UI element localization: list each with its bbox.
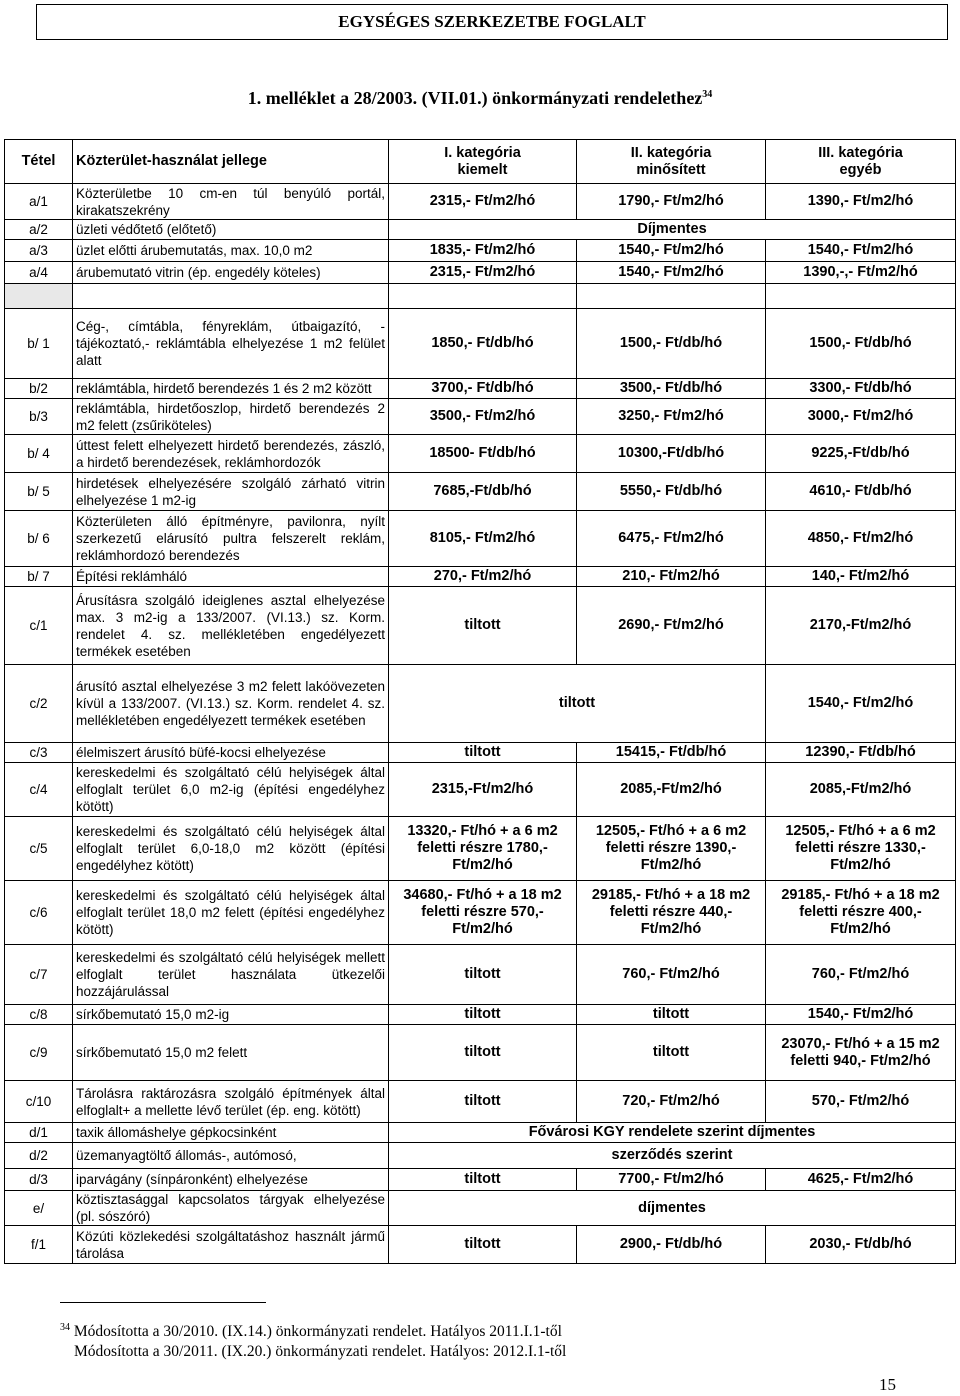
row-id: c/2: [5, 665, 73, 743]
row-description: Árusításra szolgáló ideiglenes asztal elhelyezése max. 3 m2-ig a 133/2007. (VI.13.) sz. Korm. rendelet 4. sz. mellékletében engedélyezett termékek esetében: [73, 587, 389, 665]
table-row: [5, 1025, 956, 1081]
footnote-divider: [60, 1302, 266, 1303]
table-row: [5, 1081, 956, 1123]
fee-cat1: tiltott: [389, 1025, 577, 1081]
row-id: e/: [5, 1191, 73, 1226]
row-id: c/3: [5, 743, 73, 763]
fee-merged: szerződés szerint: [389, 1143, 956, 1169]
fee-cat2: 1540,- Ft/m2/hó: [577, 262, 766, 284]
fee-cat3: 140,- Ft/m2/hó: [766, 567, 956, 587]
fee-cat3: 2030,- Ft/db/hó: [766, 1226, 956, 1264]
row-id: d/3: [5, 1169, 73, 1191]
fee-cat3: 4610,- Ft/db/hó: [766, 473, 956, 511]
row-id: a/1: [5, 184, 73, 220]
row-description: üzemanyagtöltő állomás-, autómosó,: [73, 1143, 389, 1169]
table-row: [5, 817, 956, 881]
spacer-cell: [577, 284, 766, 309]
fee-cat3: 23070,- Ft/hó + a 15 m2 feletti 940,- Ft/m2/hó: [766, 1025, 956, 1081]
fee-cat1: 13320,- Ft/hó + a 6 m2 feletti részre 1780,-Ft/m2/hó: [389, 817, 577, 881]
row-id: c/4: [5, 763, 73, 817]
fee-merged: Fővárosi KGY rendelete szerint díjmentes: [389, 1123, 956, 1143]
fee-cat1: 8105,- Ft/m2/hó: [389, 511, 577, 567]
fee-cat1: tiltott: [389, 1081, 577, 1123]
fee-cat3: 2085,-Ft/m2/hó: [766, 763, 956, 817]
page-title: [0, 88, 960, 109]
header-cat2: [577, 140, 766, 184]
fee-cat1: 1835,- Ft/m2/hó: [389, 240, 577, 262]
row-id: c/6: [5, 881, 73, 945]
footnote: [60, 1318, 566, 1362]
fee-cat3: 12390,- Ft/db/hó: [766, 743, 956, 763]
row-id: c/9: [5, 1025, 73, 1081]
table-row: [5, 399, 956, 435]
footnote-number: 34: [60, 1322, 70, 1333]
fee-cat3: 12505,- Ft/hó + a 6 m2 feletti részre 1330,-Ft/m2/hó: [766, 817, 956, 881]
row-description: kereskedelmi és szolgáltató célú helyiségek által elfoglalt terület 6,0-18,0 m2 között (építési engedélyhez kötött): [73, 817, 389, 881]
row-id: b/ 6: [5, 511, 73, 567]
table-row: [5, 587, 956, 665]
table-row: [5, 665, 956, 743]
fee-cat3: 1390,- Ft/m2/hó: [766, 184, 956, 220]
page-number: 15: [879, 1375, 896, 1394]
fee-cat1: 34680,- Ft/hó + a 18 m2 feletti részre 570,- Ft/m2/hó: [389, 881, 577, 945]
table-row: [5, 435, 956, 473]
fee-cat1: tiltott: [389, 743, 577, 763]
fee-cat2: 29185,- Ft/hó + a 18 m2 feletti részre 440,-Ft/m2/hó: [577, 881, 766, 945]
fee-merged: díjmentes: [389, 1191, 956, 1226]
fee-cat2: 7700,- Ft/m2/hó: [577, 1169, 766, 1191]
table-row: [5, 881, 956, 945]
fee-cat3: 1540,- Ft/m2/hó: [766, 1005, 956, 1025]
title-text: 1. melléklet a 28/2003. (VII.01.) önkormányzati rendelethez: [247, 88, 703, 108]
fee-cat2: 720,- Ft/m2/hó: [577, 1081, 766, 1123]
spacer-cell: [766, 284, 956, 309]
fee-cat1: 1850,- Ft/db/hó: [389, 309, 577, 379]
row-description: üzlet előtti árubemutatás, max. 10,0 m2: [73, 240, 389, 262]
row-id: b/3: [5, 399, 73, 435]
fee-cat1: 18500- Ft/db/hó: [389, 435, 577, 473]
table-row: [5, 1005, 956, 1025]
row-description: Cég-, címtábla, fényreklám, útbaigazító, -tájékoztató,- reklámtábla elhelyezése 1 m2 felület alatt: [73, 309, 389, 379]
table-row: [5, 184, 956, 220]
row-id: b/ 7: [5, 567, 73, 587]
fee-cat2: 15415,- Ft/db/hó: [577, 743, 766, 763]
cat1-label: I. kategória: [444, 144, 521, 161]
title-footnote-ref: 34: [702, 89, 713, 100]
fee-cat3: 3000,- Ft/m2/hó: [766, 399, 956, 435]
table-row: [5, 1191, 956, 1226]
fee-cat2: 3500,- Ft/db/hó: [577, 379, 766, 399]
row-description: úttest felett elhelyezett hirdető berendezés, zászló, a hirdető berendezések, reklámhordozók: [73, 435, 389, 473]
row-id: d/2: [5, 1143, 73, 1169]
row-id: a/4: [5, 262, 73, 284]
spacer-cell: [73, 284, 389, 309]
row-id: a/2: [5, 220, 73, 240]
cat3-label: III. kategória: [818, 144, 903, 161]
fee-cat1: tiltott: [389, 1169, 577, 1191]
row-id: b/ 5: [5, 473, 73, 511]
fee-cat2: 12505,- Ft/hó + a 6 m2 feletti részre 1390,-Ft/m2/hó: [577, 817, 766, 881]
row-description: sírkőbemutató 15,0 m2 felett: [73, 1025, 389, 1081]
fee-merged: tiltott: [389, 665, 766, 743]
fee-cat1: tiltott: [389, 1005, 577, 1025]
row-description: árubemutató vitrin (ép. engedély köteles): [73, 262, 389, 284]
row-description: Közúti közlekedési szolgáltatáshoz használt jármű tárolása: [73, 1226, 389, 1264]
fee-cat3: 2170,-Ft/m2/hó: [766, 587, 956, 665]
fee-cat2: 10300,-Ft/db/hó: [577, 435, 766, 473]
fee-cat1: tiltott: [389, 587, 577, 665]
row-id: d/1: [5, 1123, 73, 1143]
table-header-row: [5, 140, 956, 184]
row-description: taxik állomáshelye gépkocsinként: [73, 1123, 389, 1143]
fee-table: [4, 139, 956, 1264]
fee-cat3: 9225,-Ft/db/hó: [766, 435, 956, 473]
fee-cat2: 2900,- Ft/db/hó: [577, 1226, 766, 1264]
fee-cat2: 210,- Ft/m2/hó: [577, 567, 766, 587]
row-description: iparvágány (sínpáronként) elhelyezése: [73, 1169, 389, 1191]
table-row: [5, 220, 956, 240]
fee-cat1: 2315,- Ft/m2/hó: [389, 184, 577, 220]
banner-text: EGYSÉGES SZERKEZETBE FOGLALT: [338, 12, 646, 31]
row-description: kereskedelmi és szolgáltató célú helyiségek által elfoglalt terület 6,0 m2-ig (építési engedélyhez kötött): [73, 763, 389, 817]
header-cat3: [766, 140, 956, 184]
row-id: c/5: [5, 817, 73, 881]
footnote-line-2: Módosította a 30/2011. (IX.20.) önkormányzati rendelet. Hatályos: 2012.I.1-től: [74, 1343, 567, 1361]
fee-cat2: 1790,- Ft/m2/hó: [577, 184, 766, 220]
header-cat1: [389, 140, 577, 184]
cat2-label: II. kategória: [630, 144, 712, 161]
table-row: [5, 1123, 956, 1143]
fee-cat2: 6475,- Ft/m2/hó: [577, 511, 766, 567]
row-description: árusító asztal elhelyezése 3 m2 felett lakóövezeten kívül a 133/2007. (VI.13.) sz. Korm. rendelet 4. sz. mellékletében engedélyezett termékek esetében: [73, 665, 389, 743]
fee-cat1: 2315,-Ft/m2/hó: [389, 763, 577, 817]
cat3-sub: egyéb: [839, 161, 882, 178]
table-row: [5, 309, 956, 379]
row-description: Tárolásra raktározásra szolgáló építmények által elfoglalt+ a mellette lévő terület (ép. eng. kötött): [73, 1081, 389, 1123]
fee-cat1: 7685,-Ft/db/hó: [389, 473, 577, 511]
row-description: kereskedelmi és szolgáltató célú helyiségek által elfoglalt terület 18,0 m2 felett (építési engedélyhez kötött): [73, 881, 389, 945]
table-row: [5, 1169, 956, 1191]
fee-cat3: 3300,- Ft/db/hó: [766, 379, 956, 399]
fee-cat2: tiltott: [577, 1005, 766, 1025]
row-id: c/7: [5, 945, 73, 1005]
fee-cat1: 2315,- Ft/m2/hó: [389, 262, 577, 284]
table-row: [5, 473, 956, 511]
row-description: Építési reklámháló: [73, 567, 389, 587]
fee-cat1: tiltott: [389, 945, 577, 1005]
header-tetel: Tétel: [5, 140, 73, 184]
fee-cat2: tiltott: [577, 1025, 766, 1081]
table-row: [5, 1143, 956, 1169]
row-description: reklámtábla, hirdető berendezés 1 és 2 m2 között: [73, 379, 389, 399]
fee-cat3: 570,- Ft/m2/hó: [766, 1081, 956, 1123]
fee-cat3: 29185,- Ft/hó + a 18 m2 feletti részre 400,- Ft/m2/hó: [766, 881, 956, 945]
cat2-sub: minősített: [636, 161, 706, 178]
table-body: [5, 184, 956, 1264]
row-id: c/8: [5, 1005, 73, 1025]
fee-cat2: 1540,- Ft/m2/hó: [577, 240, 766, 262]
row-description: üzleti védőtető (előtető): [73, 220, 389, 240]
fee-cat3: 1500,- Ft/db/hó: [766, 309, 956, 379]
table-row: [5, 240, 956, 262]
fee-cat3: 1540,- Ft/m2/hó: [766, 665, 956, 743]
fee-cat3: 1540,- Ft/m2/hó: [766, 240, 956, 262]
row-id: b/2: [5, 379, 73, 399]
row-description: Közterületen álló építményre, pavilonra, nyílt szerkezetű elárusító pultra felszerelt reklám, reklámhordozó berendezés: [73, 511, 389, 567]
spacer-row: [5, 284, 956, 309]
fee-cat1: tiltott: [389, 1226, 577, 1264]
header-jelleg: Közterület-használat jellege: [73, 140, 389, 184]
fee-cat3: 1390,-,- Ft/m2/hó: [766, 262, 956, 284]
row-description: kereskedelmi és szolgáltató célú helyiségek mellett elfoglalt terület használata ütkezelői hozzájárulással: [73, 945, 389, 1005]
table-row: [5, 511, 956, 567]
table-row: [5, 567, 956, 587]
fee-cat1: 3700,- Ft/db/hó: [389, 379, 577, 399]
row-description: sírkőbemutató 15,0 m2-ig: [73, 1005, 389, 1025]
fee-cat2: 2085,-Ft/m2/hó: [577, 763, 766, 817]
row-description: köztisztasággal kapcsolatos tárgyak elhelyezése (pl. sószóró): [73, 1191, 389, 1226]
row-id: f/1: [5, 1226, 73, 1264]
fee-cat2: 760,- Ft/m2/hó: [577, 945, 766, 1005]
table-row: [5, 1226, 956, 1264]
fee-cat1: 270,- Ft/m2/hó: [389, 567, 577, 587]
fee-cat3: 760,- Ft/m2/hó: [766, 945, 956, 1005]
row-id: b/ 4: [5, 435, 73, 473]
footnote-line-1: Módosította a 30/2010. (IX.14.) önkormányzati rendelet. Hatályos 2011.I.1-től: [73, 1323, 562, 1341]
row-description: hirdetések elhelyezésére szolgáló zárható vitrin elhelyezése 1 m2-ig: [73, 473, 389, 511]
row-description: reklámtábla, hirdetőoszlop, hirdető berendezés 2 m2 felett (zsűriköteles): [73, 399, 389, 435]
fee-cat2: 1500,- Ft/db/hó: [577, 309, 766, 379]
consolidated-banner: [36, 4, 948, 40]
fee-merged: Díjmentes: [389, 220, 956, 240]
fee-cat3: 4625,- Ft/m2/hó: [766, 1169, 956, 1191]
table-row: [5, 945, 956, 1005]
cat1-sub: kiemelt: [457, 161, 508, 178]
table-row: [5, 763, 956, 817]
fee-cat2: 2690,- Ft/m2/hó: [577, 587, 766, 665]
table-row: [5, 379, 956, 399]
row-id: c/1: [5, 587, 73, 665]
fee-cat2: 3250,- Ft/m2/hó: [577, 399, 766, 435]
row-id: b/ 1: [5, 309, 73, 379]
fee-cat2: 5550,- Ft/db/hó: [577, 473, 766, 511]
row-description: élelmiszert árusító büfé-kocsi elhelyezése: [73, 743, 389, 763]
fee-cat1: 3500,- Ft/m2/hó: [389, 399, 577, 435]
row-id: c/10: [5, 1081, 73, 1123]
table-row: [5, 262, 956, 284]
fee-cat3: 4850,- Ft/m2/hó: [766, 511, 956, 567]
spacer-cell: [389, 284, 577, 309]
row-id: a/3: [5, 240, 73, 262]
spacer-cell: [5, 284, 73, 309]
table-row: [5, 743, 956, 763]
row-description: Közterületbe 10 cm-en túl benyúló portál, kirakatszekrény: [73, 184, 389, 220]
